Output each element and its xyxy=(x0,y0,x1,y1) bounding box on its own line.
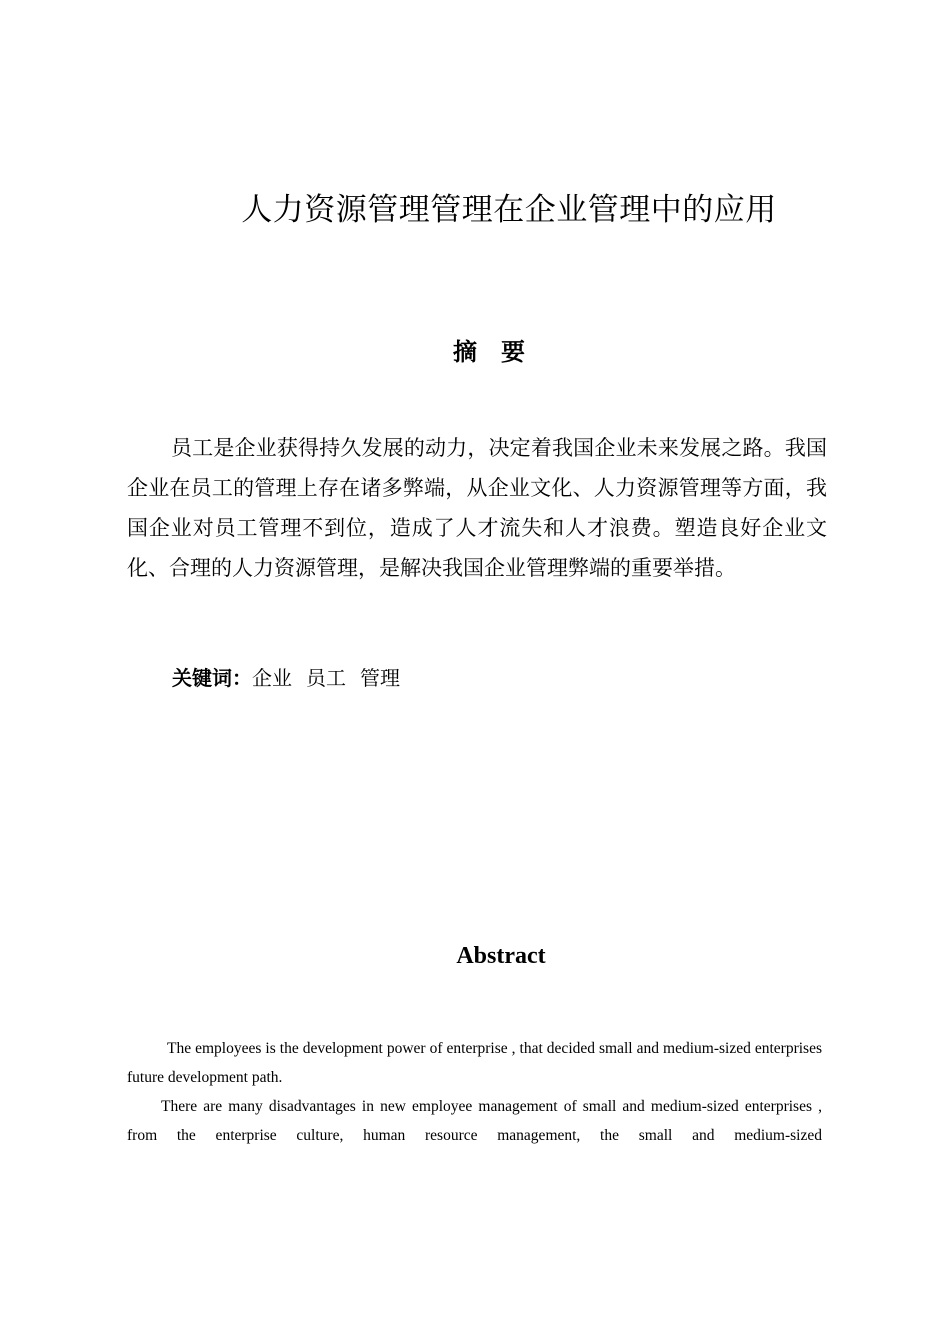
keyword-item: 企业 xyxy=(252,666,292,690)
keywords-line xyxy=(172,662,414,694)
keyword-item: 管理 xyxy=(360,666,400,690)
keyword-item: 员工 xyxy=(306,666,346,690)
chinese-abstract-heading: 摘要 xyxy=(453,338,549,366)
english-abstract-body xyxy=(127,1034,822,1150)
english-abstract-paragraph: There are many disadvantages in new employee management of small and medium-sized enterprises , from the enterprise culture, human resource management, the small and medium-sized xyxy=(127,1098,822,1144)
english-abstract-paragraph: The employees is the development power of enterprise , that decided small and medium-sized enterprises future development path. xyxy=(127,1040,822,1086)
document-title: 人力资源管理管理在企业管理中的应用 xyxy=(241,192,777,228)
english-abstract-heading: Abstract xyxy=(456,943,546,969)
keywords-label: 关键词： xyxy=(172,666,252,690)
chinese-abstract-body: 员工是企业获得持久发展的动力，决定着我国企业未来发展之路。我国企业在员工的管理上存在诸多弊端，从企业文化、人力资源管理等方面，我国企业对员工管理不到位，造成了人才流失和人才浪费。塑造良好企业文化、合理的人力资源管理，是解决我国企业管理弊端的重要举措。 xyxy=(127,436,827,580)
